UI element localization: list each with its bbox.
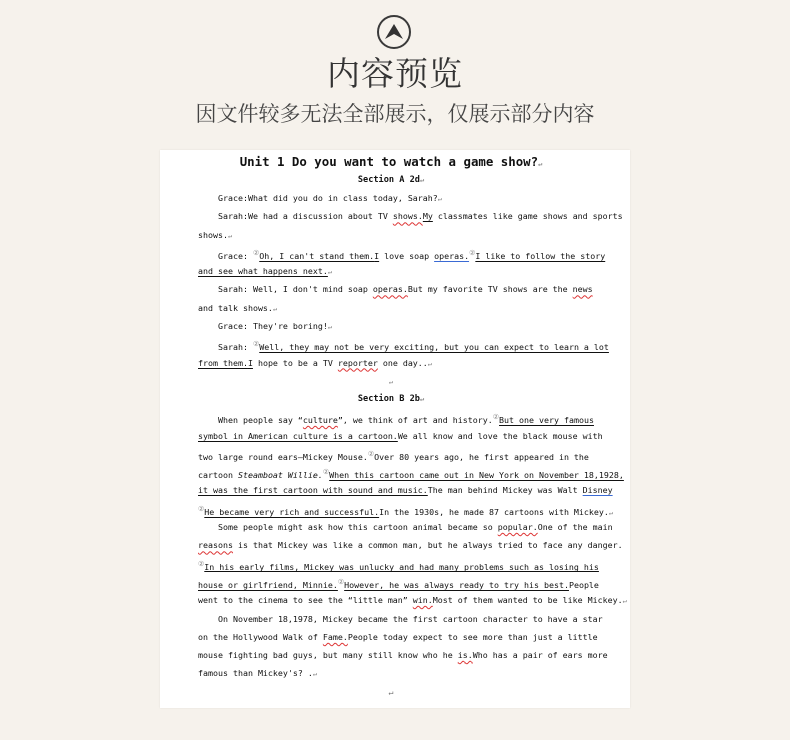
section-heading-a: Section A 2d↵ (357, 175, 425, 185)
text-line: cartoon Steamboat Willie.②When this cartoon came out in New York on November 18,1928, (198, 468, 624, 480)
text-line: house or girlfriend, Minnie.②However, he was always ready to try his best.People (198, 577, 599, 590)
text-line: Sarah: ②Well, they may not be very exciting, but you can expect to learn a lot (218, 340, 609, 353)
text-line: and talk shows.↵ (198, 302, 278, 313)
text-line: Some people might ask how this cartoon animal became so popular.One of the main (218, 522, 613, 533)
page-title: 内容预览 (327, 54, 463, 93)
text-line: on the Hollywood Walk of Fame.People today expect to see more than just a little (198, 631, 598, 642)
text-line: went to the cinema to see the “little man” win.Most of them wanted to be like Mickey.↵ (198, 595, 627, 606)
text-line: shows.↵ (198, 229, 233, 240)
text-line: ②In his early films, Mickey was unlucky and had many problems such as losing his (198, 559, 599, 572)
text-line: When people say “culture”, we think of art and history.②But one very famous (218, 413, 594, 426)
text-line: mouse fighting bad guys, but many still know who he is.Who has a pair of ears more (198, 650, 608, 661)
text-line: Grace:What did you do in class today, Sarah?↵ (218, 193, 443, 203)
text-line: Sarah:We had a discussion about TV shows.My classmates like game shows and sports (218, 211, 623, 222)
text-line: symbol in American culture is a cartoon.We all know and love the black mouse with (198, 430, 603, 441)
text-line: reasons is that Mickey was like a common man, but he always tried to face any danger. (198, 540, 623, 551)
text-line: and see what happens next.↵ (198, 266, 333, 277)
document-preview (160, 150, 630, 708)
section-heading-b: Section B 2b↵ (357, 394, 425, 405)
text-line: two large round ears—Mickey Mouse.②Over 80 years ago, he first appeared in the (198, 449, 589, 462)
text-line: famous than Mickey's? .↵ (198, 668, 318, 679)
page-subtitle: 因文件较多无法全部展示，仅展示部分内容 (195, 102, 595, 126)
text-line: Grace: ②Oh, I can't stand them.I love soap operas.②I like to follow the story (218, 248, 606, 261)
empty-line: ↵ (388, 377, 394, 386)
document-title: Unit 1 Do you want to watch a game show?↵ (239, 154, 543, 169)
text-line: On November 18,1978, Mickey became the first cartoon character to have a star (218, 613, 603, 624)
text-line: Sarah: Well, I don't mind soap operas.But my favorite TV shows are the news (218, 284, 593, 295)
up-arrow-circle-icon (377, 15, 411, 49)
empty-line: ↵ (388, 686, 394, 697)
text-line: Grace: They're boring!↵ (218, 321, 333, 332)
text-line: it was the first cartoon with sound and music.The man behind Mickey was Walt Disney (198, 485, 613, 496)
document-body (198, 150, 627, 701)
text-line: ②He became very rich and successful.In the 1930s, he made 87 cartoons with Mickey.↵ (198, 504, 614, 517)
text-line: from them.I hope to be a TV reporter one day..↵ (198, 357, 433, 368)
